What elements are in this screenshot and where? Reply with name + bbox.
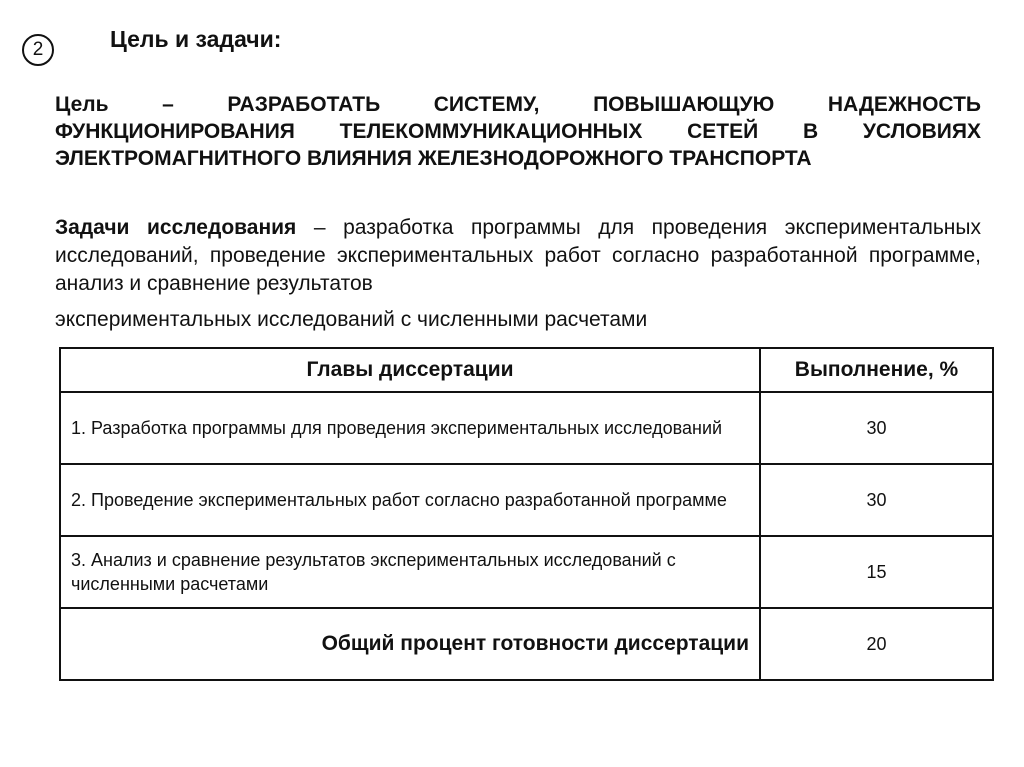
tasks-paragraph <box>55 214 981 334</box>
table-header-row <box>60 348 993 392</box>
table-row <box>60 464 993 536</box>
table-total-row <box>60 608 993 680</box>
page-title: Цель и задачи: <box>110 26 282 52</box>
total-label: Общий процент готовности диссертации <box>60 608 760 680</box>
table-row <box>60 392 993 464</box>
chapter-name: 2. Проведение экспериментальных работ согласно разработанной программе <box>60 464 760 536</box>
tasks-text: – разработка программы для проведения экспериментальных исследований, проведение экспериментальных работ согласно разработанной программе, анализ и сравнение результатов <box>55 216 981 295</box>
tasks-text-tail: экспериментальных исследований с численными расчетами <box>55 308 648 331</box>
table-row <box>60 536 993 608</box>
header-completion: Выполнение, % <box>760 348 993 392</box>
chapter-completion: 30 <box>760 464 993 536</box>
tasks-label: Задачи исследования <box>55 216 297 239</box>
chapter-completion: 15 <box>760 536 993 608</box>
chapters-table <box>59 347 994 681</box>
chapter-name: 1. Разработка программы для проведения экспериментальных исследований <box>60 392 760 464</box>
slide-number-badge: 2 <box>22 34 54 66</box>
header-chapters: Главы диссертации <box>60 348 760 392</box>
goal-paragraph: Цель – РАЗРАБОТАТЬ СИСТЕМУ, ПОВЫШАЮЩУЮ НАДЕЖНОСТЬ ФУНКЦИОНИРОВАНИЯ ТЕЛЕКОММУНИКАЦИОННЫХ СЕТЕЙ В УСЛОВИЯХ ЭЛЕКТРОМАГНИТНОГО ВЛИЯНИЯ ЖЕЛЕЗНОДОРОЖНОГО ТРАНСПОРТА <box>55 93 981 170</box>
total-completion: 20 <box>760 608 993 680</box>
chapter-completion: 30 <box>760 392 993 464</box>
chapter-name: 3. Анализ и сравнение результатов экспериментальных исследований с численными расчетами <box>60 536 760 608</box>
